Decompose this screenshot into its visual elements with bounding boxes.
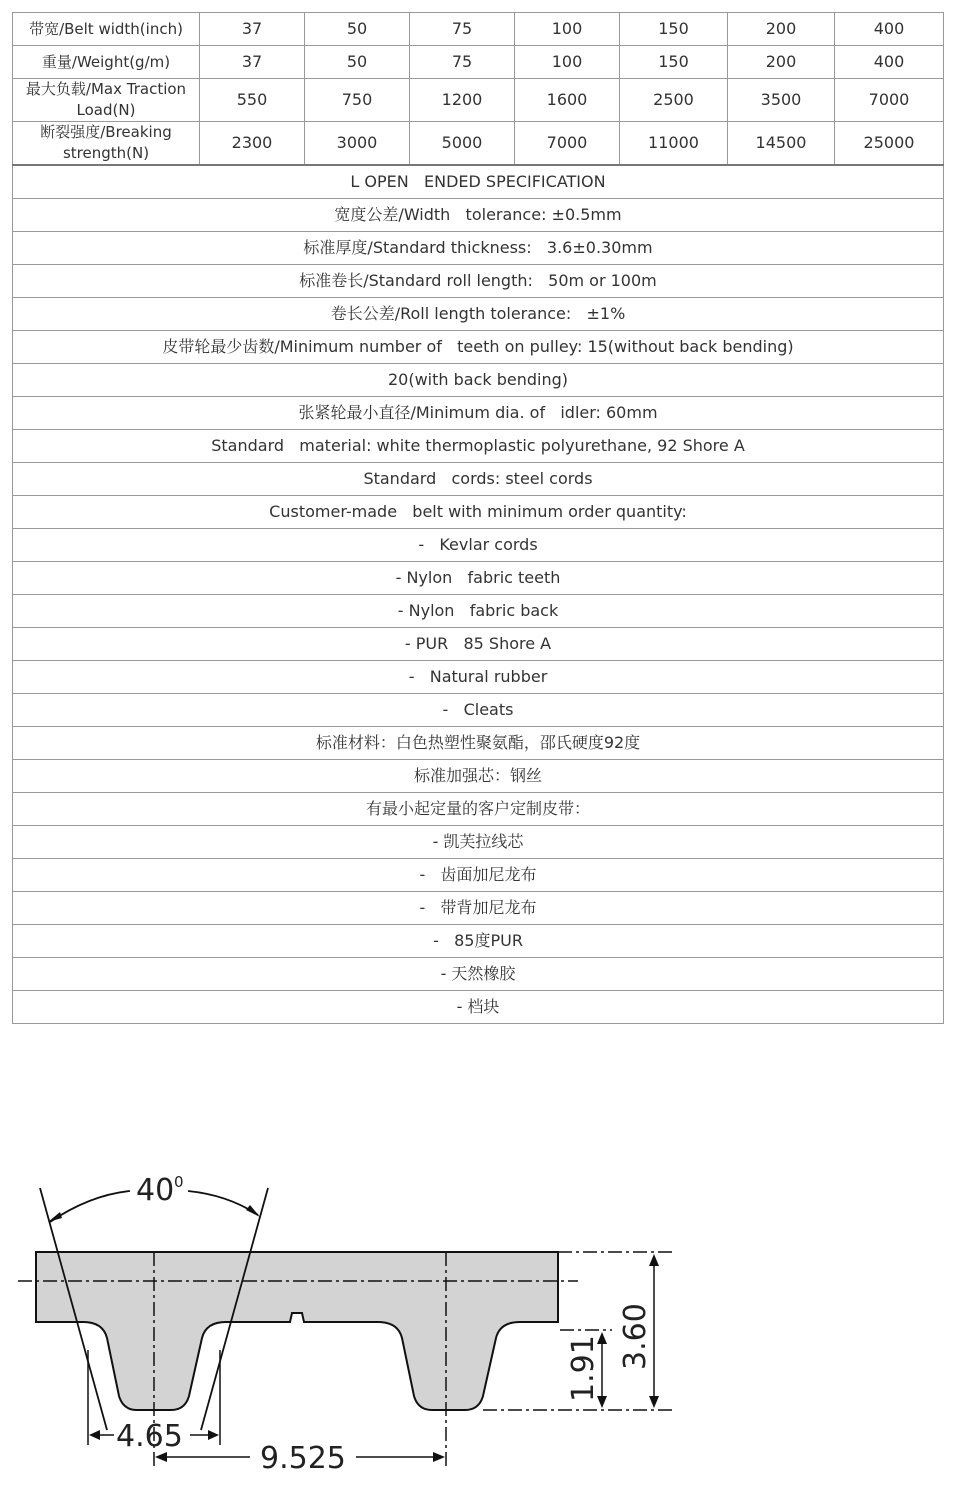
spec-row [13, 46, 944, 79]
spec-line: 标准加强芯：钢丝 [13, 760, 944, 793]
spec-row-label: 重量/Weight(g/m) [13, 46, 200, 79]
spec-line-row [13, 463, 944, 496]
pitch-label: 9.525 [260, 1441, 346, 1476]
spec-line-row [13, 496, 944, 529]
spec-section-title: L OPEN ENDED SPECIFICATION [13, 165, 944, 199]
spec-value-cell: 11000 [620, 122, 728, 166]
spec-line-row [13, 265, 944, 298]
spec-line: 宽度公差/Width tolerance: ±0.5mm [13, 199, 944, 232]
spec-value-cell: 200 [728, 46, 835, 79]
spec-line: - Nylon fabric back [13, 595, 944, 628]
spec-line-row [13, 793, 944, 826]
spec-line-row [13, 199, 944, 232]
spec-row-label: 断裂强度/Breaking strength(N) [13, 122, 200, 166]
spec-value-cell: 400 [835, 13, 944, 46]
spec-line: - Natural rubber [13, 661, 944, 694]
spec-line: - 天然橡胶 [13, 958, 944, 991]
spec-line-row [13, 892, 944, 925]
spec-table [12, 12, 944, 1024]
spec-line: - 带背加尼龙布 [13, 892, 944, 925]
spec-line-row [13, 628, 944, 661]
spec-row [13, 79, 944, 122]
spec-value-cell: 400 [835, 46, 944, 79]
spec-value-cell: 550 [200, 79, 305, 122]
spec-line-row [13, 958, 944, 991]
spec-value-cell: 37 [200, 13, 305, 46]
spec-value-cell: 7000 [515, 122, 620, 166]
tooth-height-label: 1.91 [566, 1335, 601, 1402]
spec-line-row [13, 298, 944, 331]
spec-line-row [13, 562, 944, 595]
spec-line: 有最小起定量的客户定制皮带： [13, 793, 944, 826]
spec-line: - 齿面加尼龙布 [13, 859, 944, 892]
spec-line-row [13, 760, 944, 793]
spec-line-row [13, 430, 944, 463]
spec-line: - 85度PUR [13, 925, 944, 958]
spec-value-cell: 2300 [200, 122, 305, 166]
spec-value-cell: 150 [620, 13, 728, 46]
spec-line-row [13, 925, 944, 958]
spec-line-row [13, 529, 944, 562]
spec-line-row [13, 661, 944, 694]
spec-value-cell: 50 [305, 46, 410, 79]
spec-row [13, 13, 944, 46]
spec-row-label: 最大负载/Max Traction Load(N) [13, 79, 200, 122]
spec-line: 标准材料：白色热塑性聚氨酯，邵氏硬度92度 [13, 727, 944, 760]
spec-line-row [13, 397, 944, 430]
spec-line: 标准厚度/Standard thickness: 3.6±0.30mm [13, 232, 944, 265]
spec-value-cell: 75 [410, 46, 515, 79]
spec-line-row [13, 595, 944, 628]
angle-label: 40 [136, 1173, 175, 1208]
spec-line-row [13, 826, 944, 859]
spec-value-cell: 50 [305, 13, 410, 46]
spec-value-cell: 100 [515, 46, 620, 79]
spec-value-cell: 5000 [410, 122, 515, 166]
spec-value-cell: 14500 [728, 122, 835, 166]
spec-value-cell: 7000 [835, 79, 944, 122]
spec-value-cell: 750 [305, 79, 410, 122]
spec-line: 皮带轮最少齿数/Minimum number of teeth on pulley: 15(without back bending) [13, 331, 944, 364]
spec-line: 卷长公差/Roll length tolerance: ±1% [13, 298, 944, 331]
spec-line-row [13, 991, 944, 1024]
spec-line: Standard material: white thermoplastic polyurethane, 92 Shore A [13, 430, 944, 463]
spec-value-cell: 150 [620, 46, 728, 79]
spec-row-label: 带宽/Belt width(inch) [13, 13, 200, 46]
spec-line-row [13, 727, 944, 760]
tooth-width-label: 4.65 [116, 1419, 183, 1454]
spec-line: Standard cords: steel cords [13, 463, 944, 496]
spec-value-cell: 37 [200, 46, 305, 79]
spec-line-row [13, 232, 944, 265]
spec-value-cell: 1600 [515, 79, 620, 122]
spec-line: Customer-made belt with minimum order quantity: [13, 496, 944, 529]
spec-value-cell: 2500 [620, 79, 728, 122]
spec-line: - Cleats [13, 694, 944, 727]
spec-value-cell: 25000 [835, 122, 944, 166]
spec-line: - Kevlar cords [13, 529, 944, 562]
spec-value-cell: 3500 [728, 79, 835, 122]
belt-tooth-profile-drawing [0, 1160, 955, 1500]
spec-line-row [13, 694, 944, 727]
belt-profile-shape [36, 1252, 558, 1410]
spec-line: - PUR 85 Shore A [13, 628, 944, 661]
spec-value-cell: 100 [515, 13, 620, 46]
spec-row [13, 122, 944, 166]
spec-line-row [13, 859, 944, 892]
spec-line: - 档块 [13, 991, 944, 1024]
angle-unit-label: 0 [174, 1173, 184, 1191]
spec-line: 20(with back bending) [13, 364, 944, 397]
spec-line-row [13, 364, 944, 397]
spec-value-cell: 200 [728, 13, 835, 46]
spec-value-cell: 75 [410, 13, 515, 46]
spec-value-cell: 3000 [305, 122, 410, 166]
spec-value-cell: 1200 [410, 79, 515, 122]
spec-line: 标准卷长/Standard roll length: 50m or 100m [13, 265, 944, 298]
spec-line: - Nylon fabric teeth [13, 562, 944, 595]
spec-line: - 凯芙拉线芯 [13, 826, 944, 859]
spec-line-row [13, 165, 944, 199]
spec-line-row [13, 331, 944, 364]
spec-line: 张紧轮最小直径/Minimum dia. of idler: 60mm [13, 397, 944, 430]
total-thickness-label: 3.60 [618, 1303, 653, 1370]
